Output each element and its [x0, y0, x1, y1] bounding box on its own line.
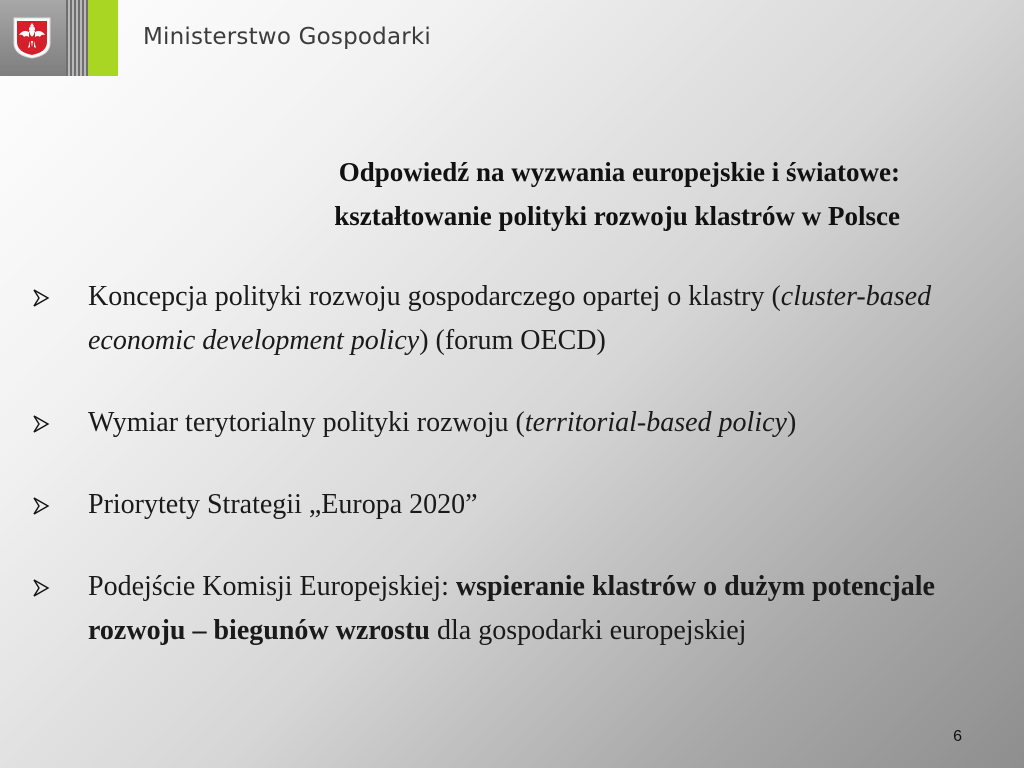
polish-eagle-emblem-icon: [13, 17, 51, 59]
arrowhead-bullet-icon: [32, 415, 50, 433]
bullet-3-text: Priorytety Strategii „Europa 2020”: [88, 489, 478, 520]
ministry-name: Ministerstwo Gospodarki: [143, 24, 432, 50]
bullet-list: [32, 275, 972, 653]
arrowhead-bullet-icon: [32, 289, 50, 307]
bullet-1-italic: cluster-based economic development policy: [88, 281, 932, 356]
slide-title-line-1: Odpowiedź na wyzwania europejskie i światowe:: [338, 157, 900, 187]
bullet-4-text-a: Podejście Komisji Europejskiej:: [88, 571, 456, 602]
bullet-2-italic: territorial-based policy: [524, 407, 787, 438]
bullet-1-text-b: ) (forum OECD): [419, 325, 606, 356]
arrowhead-bullet-icon: [32, 497, 50, 515]
slide-title-line-2: kształtowanie polityki rozwoju klastrów w Polsce: [334, 201, 900, 231]
bullet-4-bold-1: wspieranie klastrów o dużym potencjale rozwoju: [88, 571, 935, 646]
header-stripes: [66, 0, 88, 76]
bullet-item-1: [32, 275, 972, 363]
bullet-4-bold-2: biegunów wzrostu: [213, 615, 430, 646]
bullet-4-text-b: dla gospodarki europejskiej: [429, 615, 747, 646]
page-number: 6: [953, 728, 962, 745]
slide-header: [0, 0, 1024, 78]
emblem-block: [0, 0, 66, 76]
bullet-4-dash: –: [185, 615, 214, 646]
slide-title: [120, 150, 900, 238]
arrowhead-bullet-icon: [32, 579, 50, 597]
bullet-2-text-b: ): [786, 407, 797, 438]
bullet-1-text-a: Koncepcja polityki rozwoju gospodarczego opartej o klastry (: [88, 281, 781, 312]
bullet-item-2: [32, 401, 972, 445]
bullet-item-3: [32, 483, 972, 527]
bullet-item-4: [32, 565, 972, 653]
bullet-2-text-a: Wymiar terytorialny polityki rozwoju (: [88, 407, 525, 438]
header-green-bar: [88, 0, 118, 76]
